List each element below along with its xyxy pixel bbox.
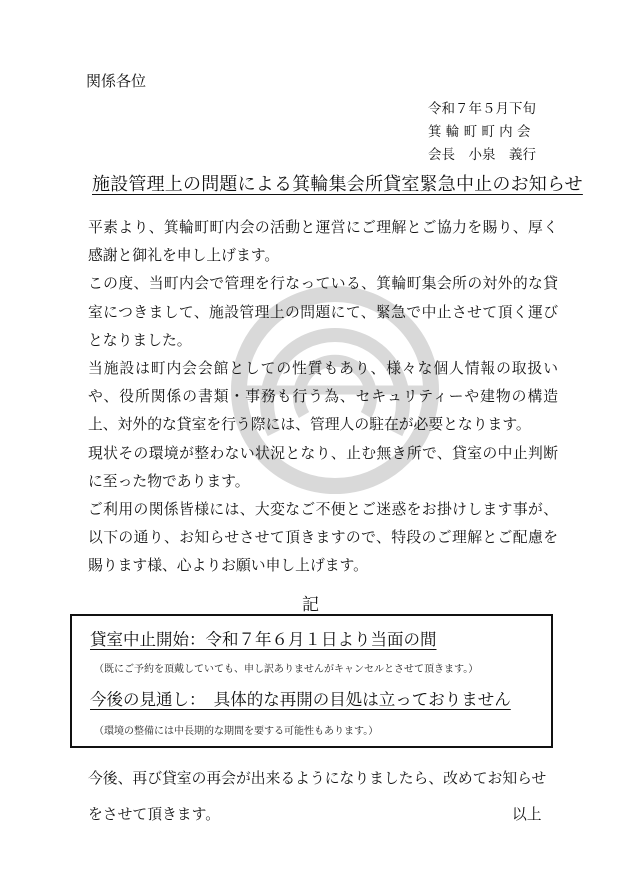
- ki-marker: 記: [302, 595, 319, 615]
- paragraph: 平素より、箕輪町町内会の活動と運営にご理解とご協力を賜り、厚く感謝と御礼を申し上げます。: [88, 219, 558, 265]
- paragraph: 現状その環境が整わない状況となり、止む無き所で、貸室の中止判断に至った物であります。: [88, 444, 558, 490]
- document-title: 施設管理上の問題による箕輪集会所貸室緊急中止のお知らせ: [92, 174, 583, 195]
- addressee: 関係各位: [86, 72, 147, 90]
- notice-box: [70, 614, 553, 748]
- sender-block: [428, 98, 536, 167]
- paragraph: 当施設は町内会会館としての性質もあり、様々な個人情報の取扱いや、役所関係の書類・事務も行う為、セキュリティーや建物の構造上、対外的な貸室を行う際には、管理人の駐在が必要となります。: [88, 360, 558, 434]
- issue-date: 令和７年５月下旬: [428, 101, 536, 117]
- sender-chair: 会長 小泉 義行: [428, 147, 536, 163]
- closing-line: 今後、再び貸室の再会が出来るようになりましたら、改めてお知らせ: [88, 770, 547, 787]
- paragraph: この度、当町内会で管理を行なっている、箕輪町集会所の対外的な貸室につきまして、施設管理上の問題にて、緊急で中止させて頂く運びとなりました。: [88, 275, 558, 349]
- paragraph: ご利用の関係皆様には、大変なご不便とご迷惑をお掛けします事が、以下の通り、お知らせさせて頂きますので、特段のご理解とご配慮を賜ります様、心よりお願い申し上げます。: [88, 501, 558, 575]
- body-text: [88, 214, 558, 581]
- suspension-start-heading: 貸室中止開始：令和７年６月１日より当面の間: [90, 630, 437, 649]
- outlook-note: （環境の整備には中長期的な期間を要する可能性もあります。）: [94, 726, 379, 737]
- outlook-heading: 今後の見通し： 具体的な再開の目処は立っておりません: [90, 690, 511, 709]
- suspension-start-note: （既にご予約を頂戴していても、申し訳ありませんがキャンセルとさせて頂きます。）: [94, 664, 479, 675]
- closing-line: をさせて頂きます。: [88, 806, 220, 823]
- ijo-mark: 以上: [512, 806, 542, 823]
- sender-organization: 箕 輪 町 町 内 会: [428, 124, 531, 140]
